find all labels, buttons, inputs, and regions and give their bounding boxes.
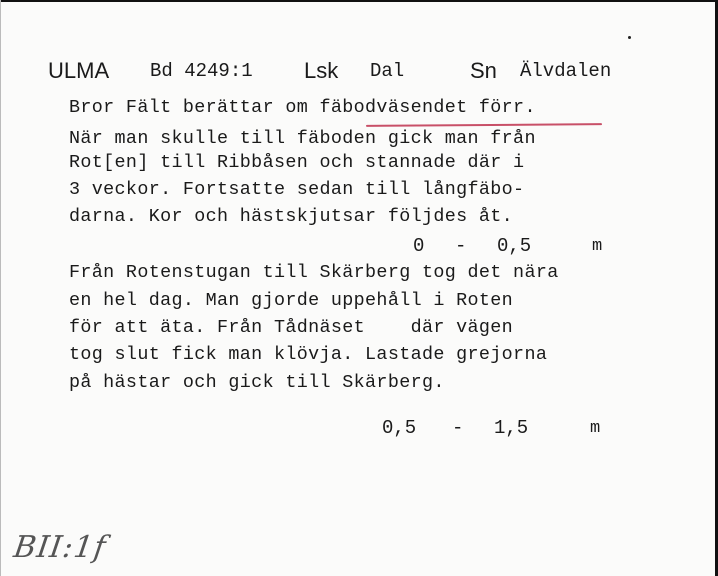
text-line: för att äta. Från Tådnäset där vägen: [69, 317, 514, 338]
socken-label: Sn: [470, 58, 497, 83]
text-line: en hel dag. Man gjorde uppehåll i Roten: [69, 290, 514, 311]
text-line: darna. Kor och hästskjutsar följdes åt.: [69, 206, 514, 227]
handwritten-shelfmark: BII:1f: [11, 530, 109, 565]
measure-unit: m: [592, 237, 603, 256]
measure-to: 1,5: [494, 417, 529, 439]
measure-dash: -: [455, 235, 467, 257]
measure-from: 0: [413, 235, 425, 257]
text-line: Från Rotenstugan till Skärberg tog det nära: [69, 262, 559, 283]
ink-dot: [628, 36, 631, 39]
text-line: 3 veckor. Fortsatte sedan till långfäbo-: [69, 179, 525, 200]
text-line: När man skulle till fäboden gick man från: [69, 128, 536, 149]
measure-from: 0,5: [382, 417, 417, 439]
card-top-edge: [0, 0, 718, 2]
socken-value: Älvdalen: [520, 60, 612, 82]
measure-dash: -: [452, 417, 464, 439]
red-underline-mark: [366, 123, 602, 127]
text-line: på hästar och gick till Skärberg.: [69, 372, 445, 393]
card-header: [0, 58, 718, 88]
measure-to: 0,5: [497, 235, 532, 257]
text-line: Bror Fält berättar om fäbodväsendet förr.: [69, 97, 536, 118]
text-line: Rot[en] till Ribbåsen och stannade där i: [69, 152, 525, 173]
volume-number: Bd 4249:1: [150, 60, 253, 82]
archive-code: ULMA: [48, 58, 110, 83]
text-line: tog slut fick man klövja. Lastade grejorna: [69, 344, 548, 365]
measure-unit: m: [590, 419, 601, 438]
landskap-value: Dal: [370, 60, 405, 82]
landskap-label: Lsk: [304, 58, 339, 83]
